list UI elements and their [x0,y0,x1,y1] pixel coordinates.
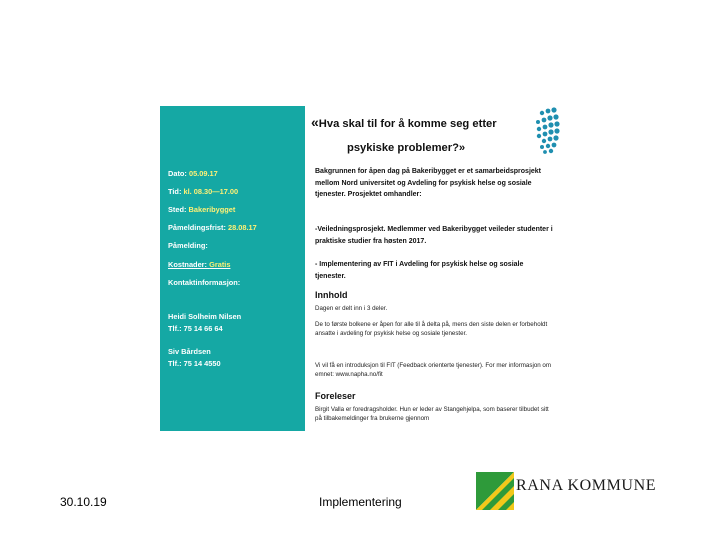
point-fit: - Implementering av FIT i Avdeling for psykisk helse og sosiale tjenester. [315,261,524,280]
title-open-quote: « [311,114,319,130]
speakers-paragraph: Birgit Valla er foredragsholder. Hun er leder av Stangehjelpa, som baserer tilbudet sitt på tilbakemeldinger fra brukerne gjennom [315,406,549,422]
deadline-label: Påmeldingsfrist: [168,223,226,232]
date-value: 05.09.17 [188,169,218,178]
content-paragraph-2: De to første bolkene er åpen for alle til å delta på, mens den siste delen er forbeholdt ansatte i avdeling for psykisk helse og sosiale tjenester. [315,321,548,337]
flyer-main-content [305,106,560,431]
contact2-name: Siv Bårdsen [168,347,211,356]
signup-line [168,241,208,250]
cost-value: Gratis [209,260,231,269]
content-paragraph-1: Dagen er delt inn i 3 deler. [315,305,388,312]
cost-label: Kostnader: [168,260,208,269]
time-label: Tid: [168,187,182,196]
flyer-info-sidebar [160,106,305,431]
contact1-name: Heidi Solheim Nilsen [168,312,242,321]
speakers-heading: Foreleser [315,391,356,401]
logo-text: RANA KOMMUNE [516,477,657,494]
deadline-value: 28.08.17 [227,223,257,232]
time-line [168,187,238,196]
date-label: Dato: [168,169,187,178]
time-value: kl. 08.30—17.00 [183,187,239,196]
background-paragraph: Bakgrunnen for åpen dag på Bakeribygget er et samarbeidsprosjekt mellom Nord universitet og Avdeling for psykisk helse og sosiale tjenester. Prosjektet omhandler: [315,168,542,199]
content-heading: Innhold [315,290,348,300]
place-value: Bakeribygget [188,205,236,214]
event-flyer-image [160,106,560,431]
cost-line [168,260,230,269]
content-paragraph-3: Vi vil få en introduksjon til FIT (Feedback orienterte tjenester). For mer informasjon om emnet: www.napha.no/fit [315,362,552,378]
point-veiledning: -Veiledningsprosjekt. Medlemmer ved Bakeribygget veileder studenter i praktiske studier fra høsten 2017. [315,226,553,245]
contact-label: Kontaktinformasjon: [168,278,241,287]
decorative-dots-graphic [510,106,560,166]
title-line1-text: Hva skal til for å komme seg etter [318,118,497,130]
flyer-title-line1 [311,114,497,130]
footer-date: 30.10.19 [60,495,107,509]
contact1-phone: Tlf.: 75 14 66 64 [168,324,223,333]
flyer-title-line2: psykiske problemer?» [347,142,466,154]
rana-kommune-logo-icon [476,472,514,510]
footer-title: Implementering [319,495,402,509]
place-label: Sted: [168,205,187,214]
place-line [168,205,235,214]
contact2-phone: Tlf.: 75 14 4550 [168,359,221,368]
date-line [168,169,218,178]
deadline-line [168,223,257,232]
signup-label: Påmelding: [168,241,208,250]
